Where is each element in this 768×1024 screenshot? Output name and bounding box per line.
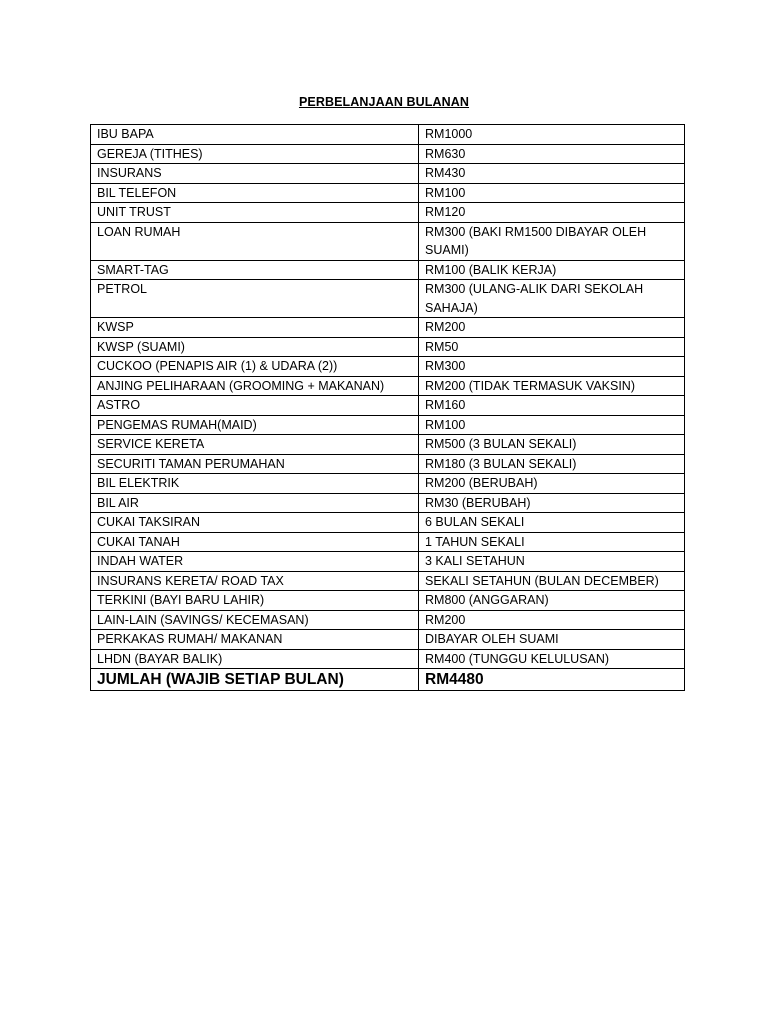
item-cell: INDAH WATER	[91, 552, 419, 572]
item-cell: CUKAI TAKSIRAN	[91, 513, 419, 533]
item-cell: KWSP	[91, 318, 419, 338]
table-row	[91, 396, 685, 416]
table-row	[91, 571, 685, 591]
total-amount: RM4480	[419, 669, 685, 691]
item-cell: PERKAKAS RUMAH/ MAKANAN	[91, 630, 419, 650]
table-row	[91, 532, 685, 552]
item-cell: GEREJA (TITHES)	[91, 144, 419, 164]
item-cell: SECURITI TAMAN PERUMAHAN	[91, 454, 419, 474]
table-row	[91, 630, 685, 650]
table-row	[91, 183, 685, 203]
table-row	[91, 454, 685, 474]
item-cell: PETROL	[91, 280, 419, 318]
item-cell: BIL ELEKTRIK	[91, 474, 419, 494]
page-title: PERBELANJAAN BULANAN	[298, 95, 470, 109]
table-row	[91, 493, 685, 513]
item-cell: ASTRO	[91, 396, 419, 416]
item-cell: SERVICE KERETA	[91, 435, 419, 455]
amount-cell: RM200 (BERUBAH)	[419, 474, 685, 494]
item-cell: UNIT TRUST	[91, 203, 419, 223]
table-row	[91, 337, 685, 357]
table-row	[91, 125, 685, 145]
amount-cell: RM200 (TIDAK TERMASUK VAKSIN)	[419, 376, 685, 396]
table-row	[91, 357, 685, 377]
amount-cell: RM100	[419, 415, 685, 435]
amount-cell: RM200	[419, 318, 685, 338]
amount-cell: 6 BULAN SEKALI	[419, 513, 685, 533]
table-row	[91, 415, 685, 435]
item-cell: BIL AIR	[91, 493, 419, 513]
item-cell: KWSP (SUAMI)	[91, 337, 419, 357]
amount-cell: 1 TAHUN SEKALI	[419, 532, 685, 552]
item-cell: LOAN RUMAH	[91, 222, 419, 260]
item-cell: BIL TELEFON	[91, 183, 419, 203]
amount-cell: DIBAYAR OLEH SUAMI	[419, 630, 685, 650]
item-cell: LHDN (BAYAR BALIK)	[91, 649, 419, 669]
table-row	[91, 513, 685, 533]
amount-cell: RM430	[419, 164, 685, 184]
table-row	[91, 280, 685, 318]
table-row	[91, 610, 685, 630]
table-row	[91, 318, 685, 338]
amount-cell: RM500 (3 BULAN SEKALI)	[419, 435, 685, 455]
amount-cell: RM180 (3 BULAN SEKALI)	[419, 454, 685, 474]
amount-cell: RM200	[419, 610, 685, 630]
total-row	[91, 669, 685, 691]
amount-cell: RM120	[419, 203, 685, 223]
table-row	[91, 222, 685, 260]
amount-cell: RM630	[419, 144, 685, 164]
amount-cell: RM1000	[419, 125, 685, 145]
table-row	[91, 591, 685, 611]
item-cell: ANJING PELIHARAAN (GROOMING + MAKANAN)	[91, 376, 419, 396]
amount-cell: SEKALI SETAHUN (BULAN DECEMBER)	[419, 571, 685, 591]
table-row	[91, 435, 685, 455]
item-cell: SMART-TAG	[91, 260, 419, 280]
expenses-table-body	[91, 125, 685, 691]
item-cell: INSURANS KERETA/ ROAD TAX	[91, 571, 419, 591]
table-row	[91, 474, 685, 494]
amount-cell: RM300 (BAKI RM1500 DIBAYAR OLEH SUAMI)	[419, 222, 685, 260]
item-cell: CUKAI TANAH	[91, 532, 419, 552]
table-row	[91, 144, 685, 164]
table-row	[91, 260, 685, 280]
item-cell: PENGEMAS RUMAH(MAID)	[91, 415, 419, 435]
amount-cell: 3 KALI SETAHUN	[419, 552, 685, 572]
amount-cell: RM300	[419, 357, 685, 377]
item-cell: IBU BAPA	[91, 125, 419, 145]
amount-cell: RM300 (ULANG-ALIK DARI SEKOLAH SAHAJA)	[419, 280, 685, 318]
item-cell: CUCKOO (PENAPIS AIR (1) & UDARA (2))	[91, 357, 419, 377]
expenses-table	[90, 124, 685, 691]
amount-cell: RM100 (BALIK KERJA)	[419, 260, 685, 280]
item-cell: LAIN-LAIN (SAVINGS/ KECEMASAN)	[91, 610, 419, 630]
table-row	[91, 164, 685, 184]
amount-cell: RM30 (BERUBAH)	[419, 493, 685, 513]
total-label: JUMLAH (WAJIB SETIAP BULAN)	[91, 669, 419, 691]
item-cell: TERKINI (BAYI BARU LAHIR)	[91, 591, 419, 611]
table-row	[91, 552, 685, 572]
amount-cell: RM160	[419, 396, 685, 416]
amount-cell: RM800 (ANGGARAN)	[419, 591, 685, 611]
table-row	[91, 649, 685, 669]
amount-cell: RM50	[419, 337, 685, 357]
table-row	[91, 203, 685, 223]
item-cell: INSURANS	[91, 164, 419, 184]
amount-cell: RM400 (TUNGGU KELULUSAN)	[419, 649, 685, 669]
amount-cell: RM100	[419, 183, 685, 203]
table-row	[91, 376, 685, 396]
